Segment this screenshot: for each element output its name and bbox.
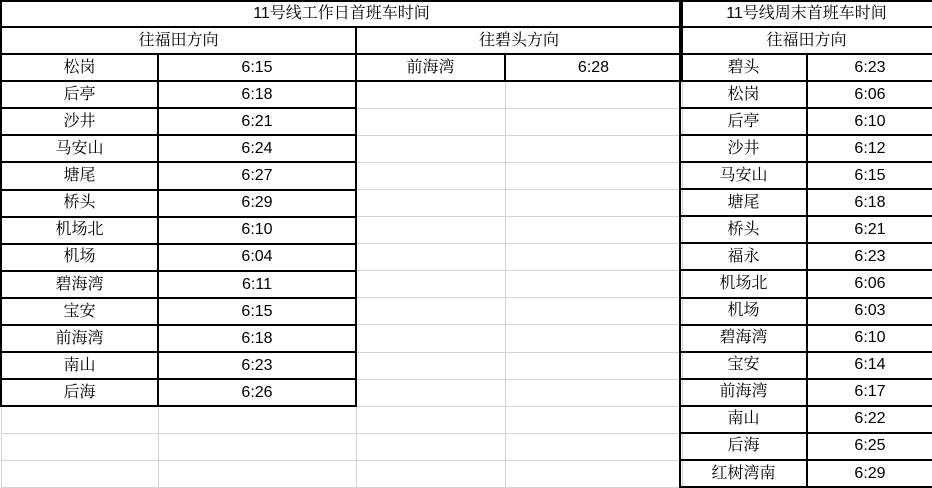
station-cell: 后海: [680, 433, 807, 460]
empty-cell: [505, 352, 682, 379]
table-row: [680, 460, 932, 487]
station-cell: 南山: [680, 406, 807, 433]
station-cell: 碧海湾: [680, 325, 807, 352]
empty-cell: [505, 433, 682, 460]
time-cell: 6:23: [807, 54, 932, 81]
empty-cell: [505, 244, 682, 271]
station-cell: 前海湾: [680, 379, 807, 406]
empty-cell: [356, 162, 505, 189]
time-cell: 6:10: [807, 108, 932, 135]
time-cell: 6:27: [158, 162, 356, 189]
empty-cell: [356, 325, 505, 352]
time-cell: 6:15: [158, 54, 356, 81]
time-cell: 6:29: [807, 460, 932, 487]
empty-cell: [1, 433, 158, 460]
station-cell: 前海湾: [1, 325, 158, 352]
table-row: [1, 135, 682, 162]
table-row: [680, 243, 932, 270]
empty-cell: [505, 190, 682, 217]
table-row: [680, 54, 932, 81]
table-row: [1, 352, 682, 379]
station-cell: 机场: [680, 298, 807, 325]
station-cell: 松岗: [680, 81, 807, 108]
empty-cell: [158, 460, 356, 487]
station-cell: 福永: [680, 243, 807, 270]
empty-cell: [356, 190, 505, 217]
time-cell: 6:22: [807, 406, 932, 433]
direction-header-bitou: 往碧头方向: [356, 27, 682, 54]
empty-cell: [505, 379, 682, 406]
empty-cell: [505, 162, 682, 189]
station-cell: 机场: [1, 244, 158, 271]
station-cell: 塘尾: [680, 189, 807, 216]
empty-cell: [356, 379, 505, 406]
empty-cell: [1, 460, 158, 487]
direction-header-futian: 往福田方向: [1, 27, 356, 54]
table-row: [680, 270, 932, 297]
station-cell: 松岗: [1, 54, 158, 81]
table-row: [680, 81, 932, 108]
time-cell: 6:21: [807, 216, 932, 243]
time-cell: 6:26: [158, 379, 356, 406]
table-row: [680, 27, 932, 54]
empty-cell: [356, 298, 505, 325]
table-row: [680, 135, 932, 162]
station-cell: 前海湾: [356, 54, 505, 81]
table-row: [1, 298, 682, 325]
empty-cell: [356, 460, 505, 487]
time-cell: 6:17: [807, 379, 932, 406]
table-row: [680, 379, 932, 406]
empty-cell: [505, 81, 682, 108]
station-cell: 桥头: [680, 216, 807, 243]
station-cell: 碧头: [680, 54, 807, 81]
empty-cell: [158, 433, 356, 460]
station-cell: 沙井: [1, 108, 158, 135]
table-row: [680, 433, 932, 460]
time-cell: 6:06: [807, 81, 932, 108]
empty-cell: [505, 217, 682, 244]
direction-header-futian: 往福田方向: [680, 27, 932, 54]
time-cell: 6:10: [807, 325, 932, 352]
time-cell: 6:04: [158, 244, 356, 271]
station-cell: 马安山: [1, 135, 158, 162]
table-row: [680, 108, 932, 135]
table-row: [1, 190, 682, 217]
time-cell: 6:28: [505, 54, 682, 81]
empty-cell: [505, 406, 682, 433]
time-cell: 6:15: [807, 162, 932, 189]
table-row: [680, 189, 932, 216]
station-cell: 后亭: [680, 108, 807, 135]
empty-cell: [1, 406, 158, 433]
time-cell: 6:24: [158, 135, 356, 162]
table-row: [1, 217, 682, 244]
station-cell: 桥头: [1, 190, 158, 217]
time-cell: 6:11: [158, 271, 356, 298]
time-cell: 6:29: [158, 190, 356, 217]
empty-cell: [356, 271, 505, 298]
time-cell: 6:03: [807, 298, 932, 325]
empty-cell: [158, 406, 356, 433]
time-cell: 6:10: [158, 217, 356, 244]
table-row: [1, 460, 682, 487]
time-cell: 6:15: [158, 298, 356, 325]
time-cell: 6:18: [807, 189, 932, 216]
station-cell: 马安山: [680, 162, 807, 189]
empty-cell: [505, 271, 682, 298]
empty-cell: [356, 108, 505, 135]
time-cell: 6:25: [807, 433, 932, 460]
table-row: [1, 1, 682, 27]
empty-cell: [356, 135, 505, 162]
table-row: [680, 216, 932, 243]
empty-cell: [356, 217, 505, 244]
time-cell: 6:23: [158, 352, 356, 379]
empty-cell: [356, 433, 505, 460]
time-cell: 6:14: [807, 352, 932, 379]
station-cell: 红树湾南: [680, 460, 807, 487]
empty-cell: [505, 135, 682, 162]
empty-cell: [356, 81, 505, 108]
table-row: [1, 244, 682, 271]
table-row: [1, 108, 682, 135]
time-cell: 6:06: [807, 270, 932, 297]
weekday-table-title: 11号线工作日首班车时间: [1, 1, 682, 27]
table-row: [1, 27, 682, 54]
table-row: [680, 406, 932, 433]
empty-cell: [505, 325, 682, 352]
table-row: [680, 352, 932, 379]
empty-cell: [356, 406, 505, 433]
station-cell: 后亭: [1, 81, 158, 108]
empty-cell: [505, 298, 682, 325]
empty-cell: [505, 460, 682, 487]
station-cell: 机场北: [680, 270, 807, 297]
station-cell: 南山: [1, 352, 158, 379]
table-row: [680, 1, 932, 27]
station-cell: 碧海湾: [1, 271, 158, 298]
table-row: [680, 298, 932, 325]
table-row: [1, 81, 682, 108]
station-cell: 后海: [1, 379, 158, 406]
time-cell: 6:21: [158, 108, 356, 135]
time-cell: 6:23: [807, 243, 932, 270]
station-cell: 宝安: [680, 352, 807, 379]
station-cell: 宝安: [1, 298, 158, 325]
table-row: [1, 379, 682, 406]
station-cell: 机场北: [1, 217, 158, 244]
table-row: [1, 162, 682, 189]
table-row: [1, 54, 682, 81]
station-cell: 沙井: [680, 135, 807, 162]
empty-cell: [505, 108, 682, 135]
table-row: [1, 433, 682, 460]
table-row: [1, 325, 682, 352]
table-row: [680, 162, 932, 189]
time-cell: 6:12: [807, 135, 932, 162]
weekend-table-title: 11号线周末首班车时间: [680, 1, 932, 27]
table-row: [1, 406, 682, 433]
table-row: [680, 325, 932, 352]
time-cell: 6:18: [158, 81, 356, 108]
time-cell: 6:18: [158, 325, 356, 352]
weekend-first-train-table: [679, 0, 932, 488]
table-row: [1, 271, 682, 298]
empty-cell: [356, 244, 505, 271]
empty-cell: [356, 352, 505, 379]
station-cell: 塘尾: [1, 162, 158, 189]
